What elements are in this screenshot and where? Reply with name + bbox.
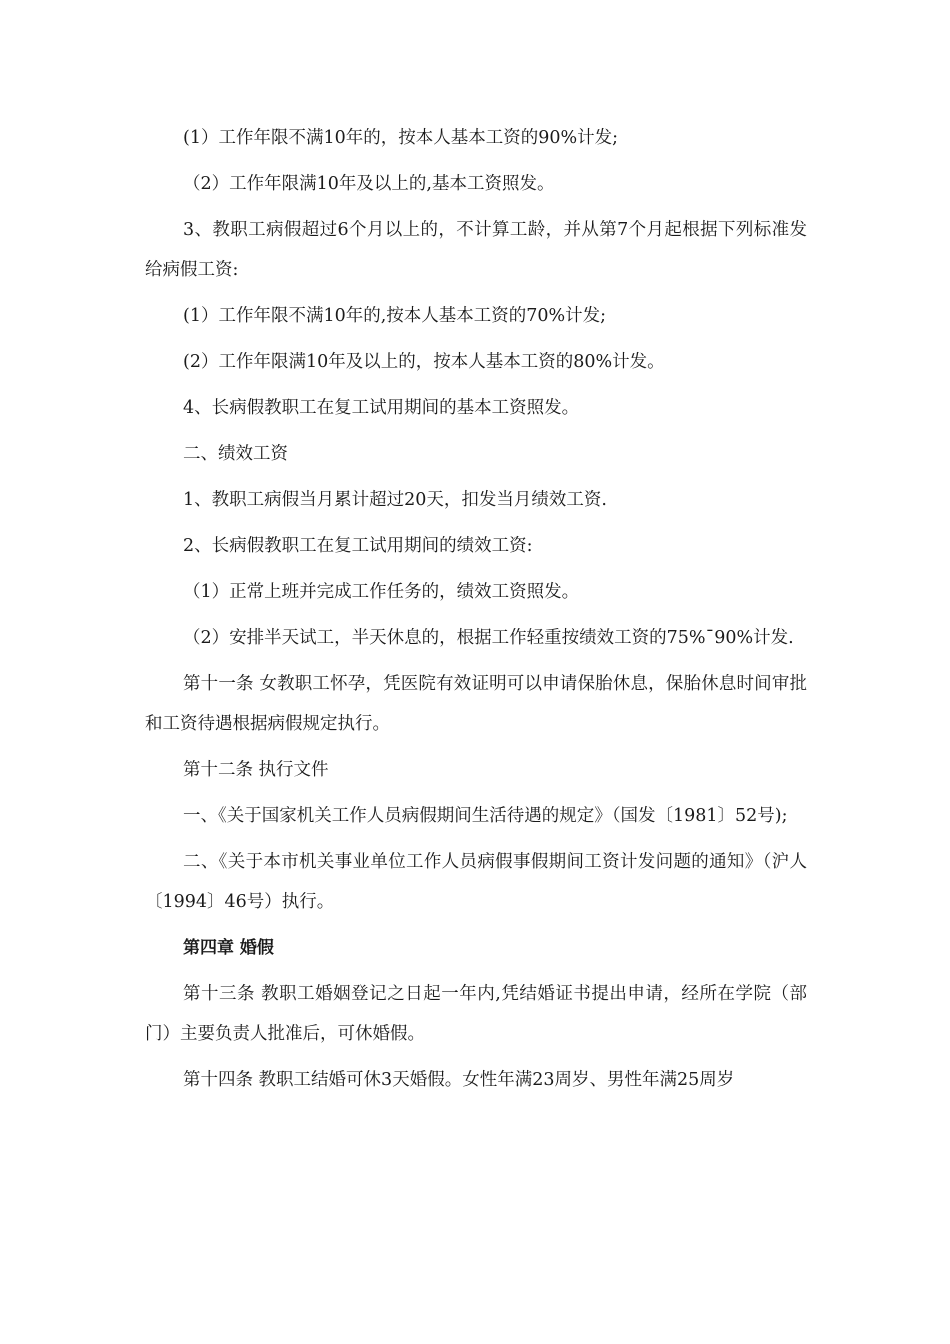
chapter-4-heading: 第四章 婚假	[183, 938, 274, 958]
paragraph-performance-deduction: 1、教职工病假当月累计超过20天，扣发当月绩效工资.	[183, 490, 607, 510]
article-14-marriage-days: 第十四条 教职工结婚可休3天婚假。女性年满23周岁、男性年满25周岁	[183, 1070, 735, 1090]
paragraph-sick-pay-under-10-years: (1）工作年限不满10年的，按本人基本工资的90%计发;	[183, 128, 619, 148]
paragraph-full-work-performance: （1）正常上班并完成工作任务的，绩效工资照发。	[183, 582, 580, 602]
paragraph-long-sick-under-10-years: (1）工作年限不满10年的,按本人基本工资的70%计发;	[183, 306, 607, 326]
document-body	[145, 118, 807, 1100]
paragraph-half-day-performance: （2）安排半天试工，半天休息的，根据工作轻重按绩效工资的75%¯90%计发.	[183, 628, 794, 648]
article-11-pregnancy: 第十一条 女教职工怀孕，凭医院有效证明可以申请保胎休息，保胎休息时间审批和工资待遇根据病假规定执行。	[145, 674, 807, 734]
section-performance-pay: 二、绩效工资	[183, 444, 288, 464]
article-12-title: 第十二条 执行文件	[183, 760, 329, 780]
paragraph-long-sick-over-10-years: (2）工作年限满10年及以上的，按本人基本工资的80%计发。	[183, 352, 665, 372]
reference-document-1: 一、《关于国家机关工作人员病假期间生活待遇的规定》（国发〔1981〕52号);	[183, 806, 788, 826]
reference-document-2: 二、《关于本市机关事业单位工作人员病假事假期间工资计发问题的通知》（沪人〔1994〕46号）执行。	[145, 852, 807, 912]
paragraph-return-to-work-base-pay: 4、长病假教职工在复工试用期间的基本工资照发。	[183, 398, 580, 418]
paragraph-sick-pay-over-10-years: （2）工作年限满10年及以上的,基本工资照发。	[183, 174, 555, 194]
paragraph-long-sick-leave-rule: 3、教职工病假超过6个月以上的，不计算工龄，并从第7个月起根据下列标准发给病假工资:	[145, 220, 807, 280]
paragraph-return-to-work-performance: 2、长病假教职工在复工试用期间的绩效工资:	[183, 536, 533, 556]
article-13-marriage-leave: 第十三条 教职工婚姻登记之日起一年内,凭结婚证书提出申请，经所在学院（部门）主要负责人批准后，可休婚假。	[145, 984, 807, 1044]
